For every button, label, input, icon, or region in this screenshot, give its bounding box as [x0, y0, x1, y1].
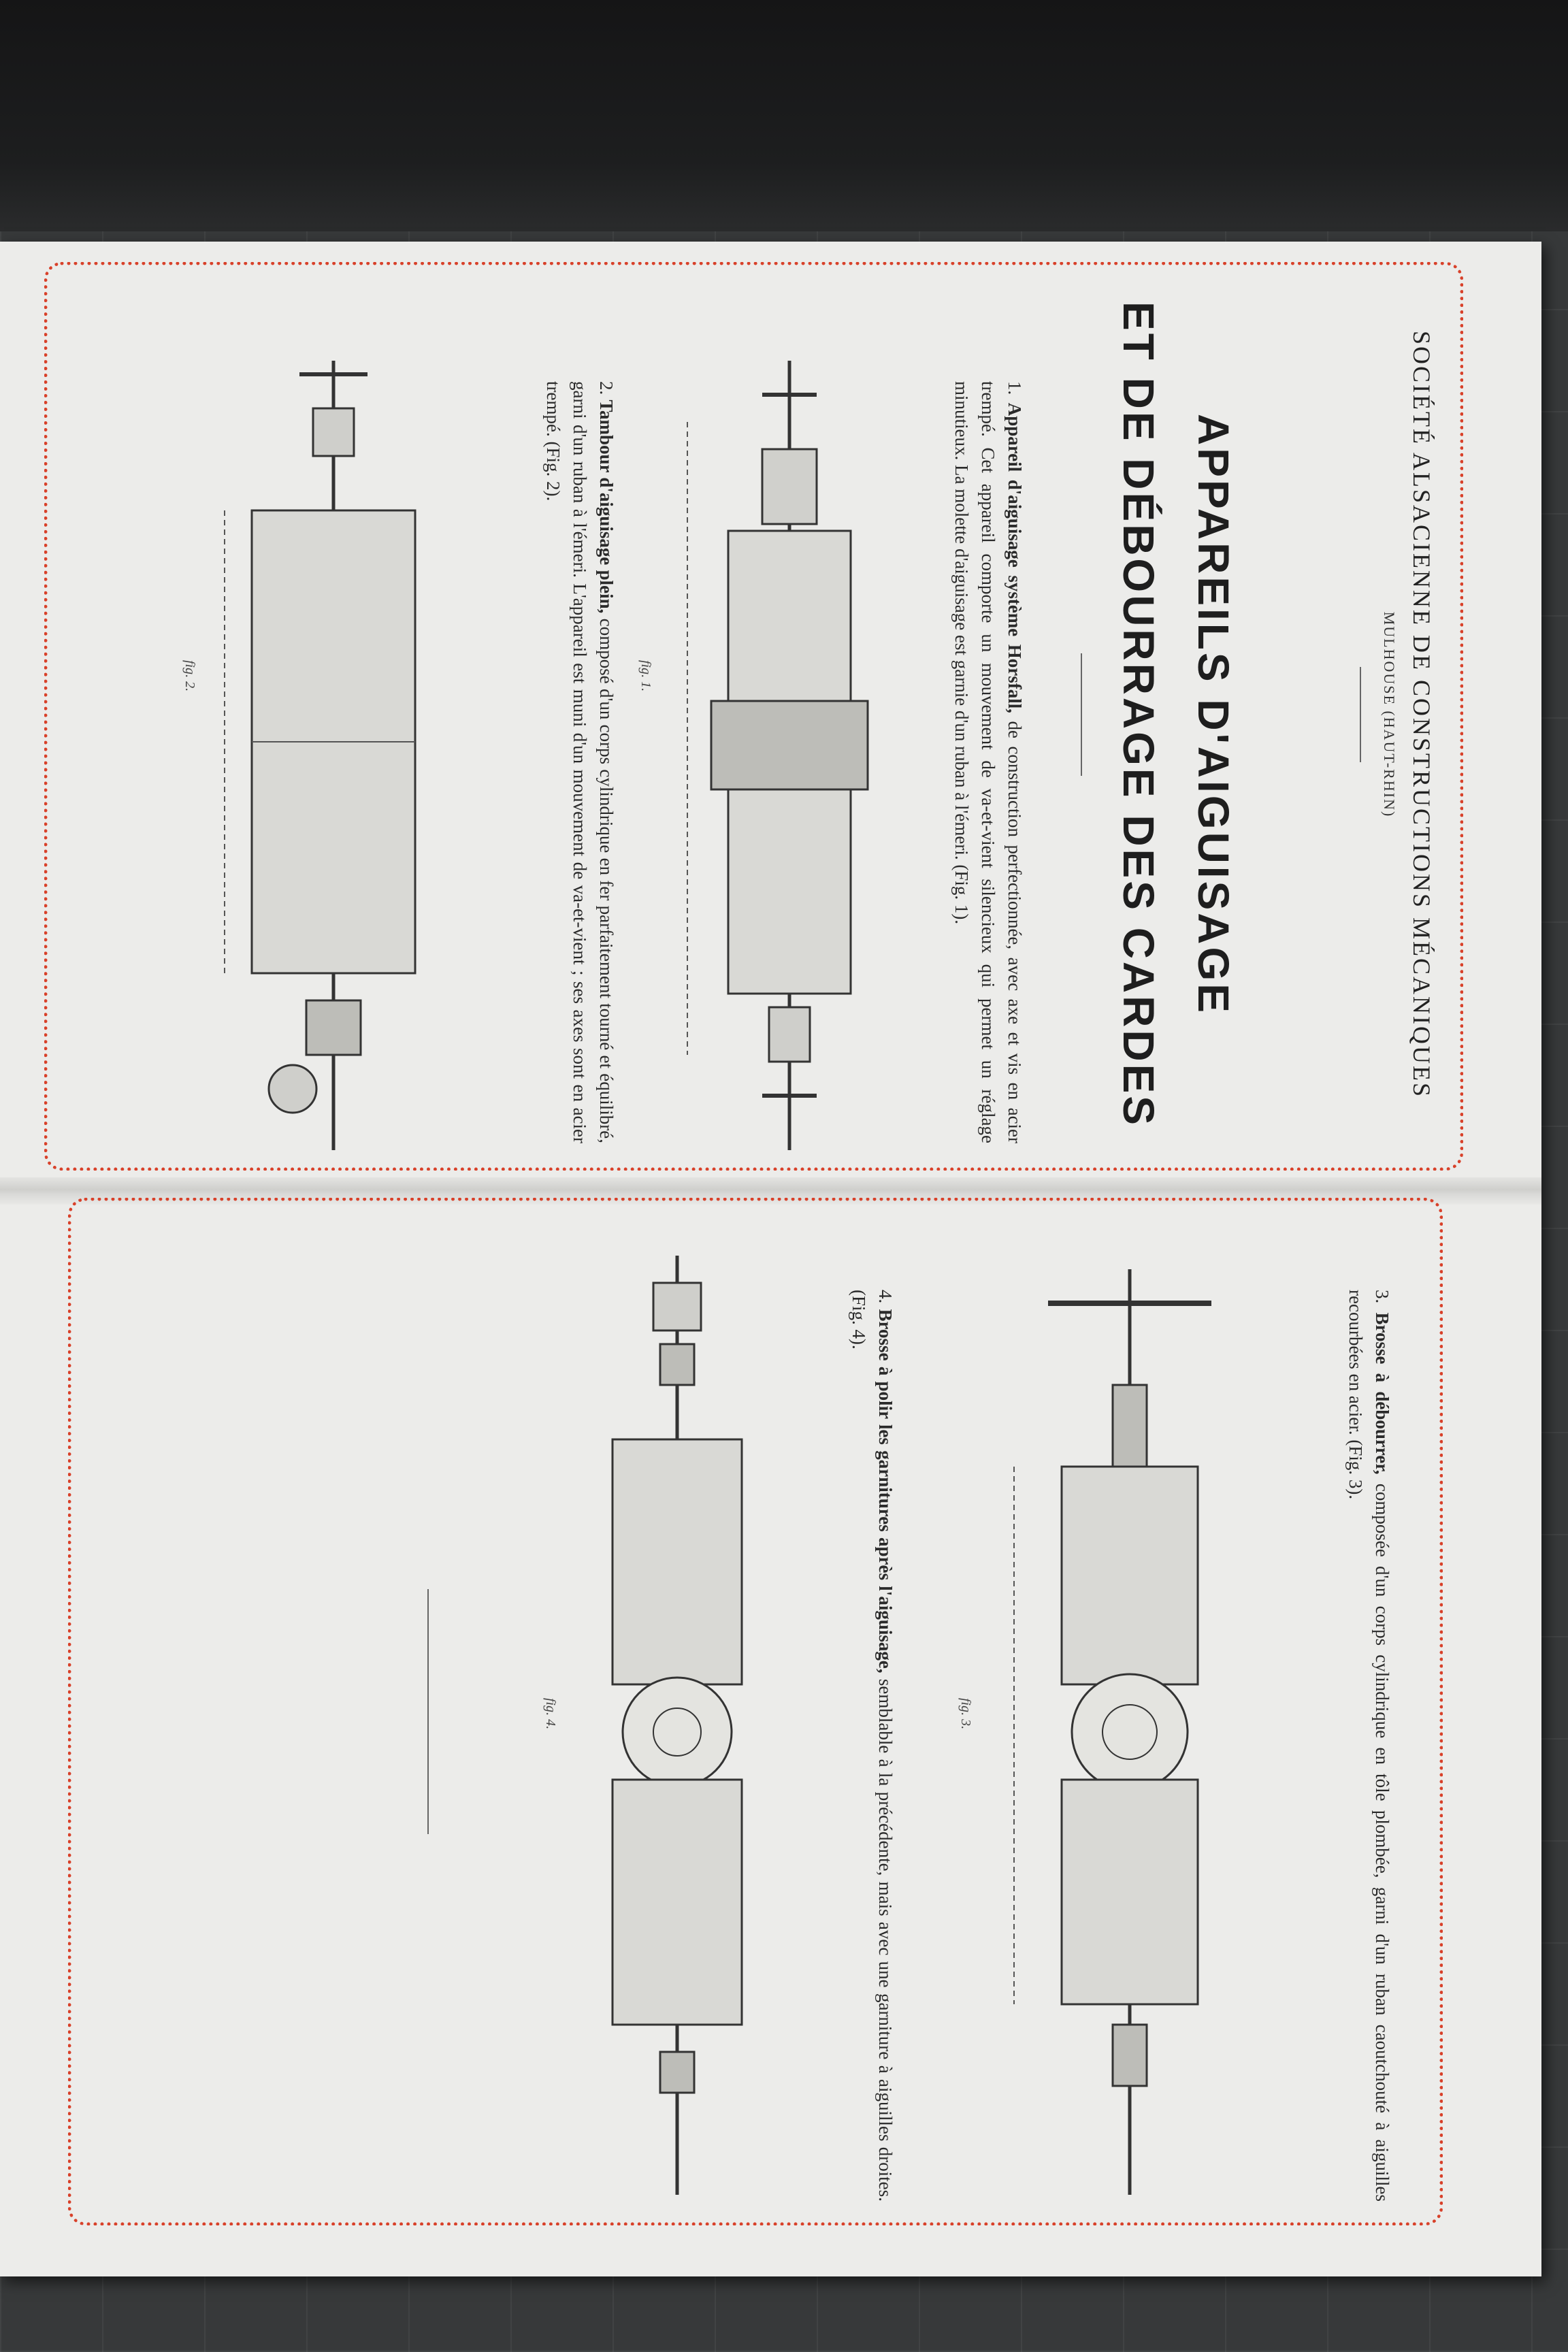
item-1-text: de construction perfectionnée, avec axe et vis en acier trempé. Cet appareil comporte un mouvement de va-et-vient silencieux qui permet un réglage minutieux. La molette d'aiguisage est garnie d'un ruban à l'émeri. (Fig. 1).: [951, 381, 1025, 1144]
item-2-heading: Tambour d'aiguisage plein,: [596, 399, 617, 614]
figure-4-label: fig. 4.: [543, 1698, 558, 1730]
item-4-number: 4.: [875, 1290, 896, 1304]
item-4-text: semblable à la précédente, mais avec une garniture à aiguilles droites. (Fig. 4).: [849, 1290, 896, 2202]
item-2-paragraph: [540, 381, 619, 1143]
figure-3-drawing: [987, 1262, 1273, 2202]
item-1-paragraph: [948, 381, 1028, 1143]
end-rule: [427, 1589, 429, 1834]
item-2-number: 2.: [596, 381, 617, 395]
figure-1-label: fig. 1.: [638, 660, 653, 692]
item-3-text: composée d'un corps cylindrique en tôle plombée, garni d'un ruban caoutchouté à aiguilles recourbées en acier. (Fig. 3).: [1345, 1290, 1392, 2202]
binder-edge: [0, 0, 1568, 231]
figure-3-label: fig. 3.: [958, 1698, 973, 1730]
header-rule: [1360, 667, 1361, 762]
page-title-line2: ET DE DÉBOURRAGE DES CARDES: [1114, 301, 1163, 1128]
figure-2-label: fig. 2.: [182, 660, 197, 692]
figure-1-drawing: [660, 354, 919, 1157]
lower-page: [68, 1208, 1422, 2215]
item-4-paragraph: [845, 1290, 898, 2202]
title-rule: [1081, 653, 1082, 776]
figure-4-drawing: [565, 1249, 789, 2202]
item-3-paragraph: [1342, 1290, 1395, 2202]
item-2-text: composé d'un corps cylindrique en fer parfaitement tourné et équilibré, garni d'un ruban à l'émeri. L'appareil est muni d'un mouvement de va-et-vient ; ses axes sont en acier trempé. (Fig. 2).: [543, 381, 617, 1144]
company-city: MULHOUSE (HAUT-RHIN): [1381, 611, 1398, 818]
company-name: SOCIÉTÉ ALSACIENNE DE CONSTRUCTIONS MÉCANIQUES: [1408, 330, 1435, 1099]
item-3-heading: Brosse à débourrer,: [1372, 1312, 1392, 1475]
figure-2-drawing: [204, 354, 463, 1157]
upper-page: [34, 272, 1436, 1157]
item-1-heading: Appareil d'aiguisage système Horsfall,: [1004, 402, 1025, 714]
item-4-heading: Brosse à polir les garnitures après l'aiguisage,: [875, 1309, 896, 1673]
item-3-number: 3.: [1372, 1290, 1392, 1304]
page-title-line1: APPAREILS D'AIGUISAGE: [1189, 414, 1238, 1015]
item-1-number: 1.: [1004, 381, 1025, 395]
